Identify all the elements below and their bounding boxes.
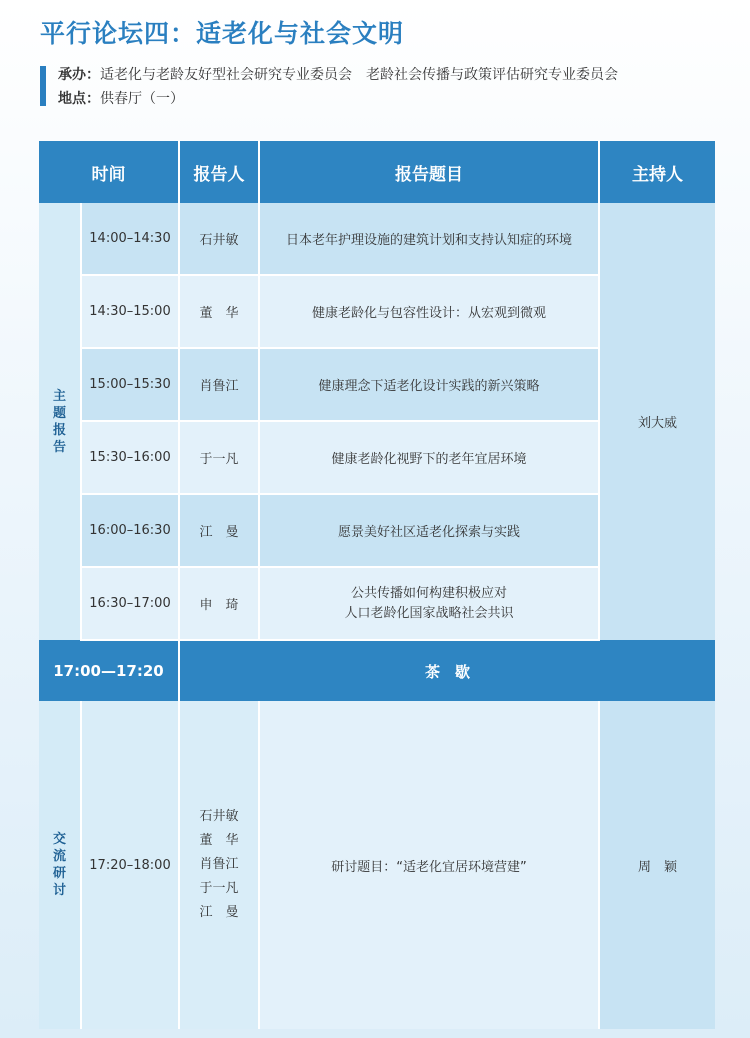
header-speaker: 报告人 [179,141,259,203]
topic-cell: 健康老龄化与包容性设计：从宏观到微观 [259,275,599,348]
topic-cell: 日本老年护理设施的建筑计划和支持认知症的环境 [259,203,599,275]
speaker-cell: 董 华 [179,275,259,348]
tea-break-row [39,640,715,701]
time-cell: 16:00–16:30 [81,494,179,567]
venue-line [58,88,184,108]
topic-line-1: 公共传播如何构建积极应对 [350,585,507,601]
topic-cell: 研讨题目：“适老化宜居环境营建” [259,701,599,1029]
schedule-table [39,141,715,1029]
page-title: 平行论坛四：适老化与社会文明 [40,19,405,48]
speaker-cell: 石井敏 [179,203,259,275]
speaker-cell: 申 琦 [179,567,259,640]
speaker-item: 江 曼 [199,905,239,920]
tea-break-label: 茶 歇 [179,640,715,701]
category-keynote: 主题报告 [39,203,81,640]
table-header [39,141,715,203]
time-cell: 15:30–16:00 [81,421,179,494]
time-cell: 14:00–14:30 [81,203,179,275]
venue-value: 供春厅（一） [100,91,184,107]
organizer-value: 适老化与老龄友好型社会研究专业委员会 老龄社会传播与政策评估研究专业委员会 [100,67,618,83]
speaker-item: 肖鲁江 [199,857,239,872]
table-row [39,203,715,275]
topic-cell: 健康理念下适老化设计实践的新兴策略 [259,348,599,421]
time-cell: 15:00–15:30 [81,348,179,421]
topic-cell: 愿景美好社区适老化探索与实践 [259,494,599,567]
topic-cell [259,567,599,640]
category-discussion: 交流研讨 [39,701,81,1029]
speaker-cell: 江 曼 [179,494,259,567]
topic-cell: 健康老龄化视野下的老年宜居环境 [259,421,599,494]
time-cell: 14:30–15:00 [81,275,179,348]
discussion-row [39,701,715,1029]
venue-label: 地点： [58,91,100,107]
speaker-item: 于一凡 [199,881,239,896]
speaker-cell: 于一凡 [179,421,259,494]
time-cell: 16:30–17:00 [81,567,179,640]
tea-break-time: 17:00—17:20 [39,640,179,701]
header-topic: 报告题目 [259,141,599,203]
accent-bar [40,66,46,106]
header-host: 主持人 [599,141,715,203]
host-cell: 周 颖 [599,701,715,1029]
topic-line-2: 人口老龄化国家战略社会共识 [344,605,514,621]
time-cell: 17:20–18:00 [81,701,179,1029]
organizer-label: 承办： [58,67,100,83]
organizer-line [58,64,618,84]
host-cell: 刘大威 [599,203,715,640]
speaker-item: 董 华 [199,833,239,848]
speaker-list [179,701,259,1029]
speaker-item: 石井敏 [199,809,239,824]
header-time: 时间 [39,141,179,203]
speaker-cell: 肖鲁江 [179,348,259,421]
